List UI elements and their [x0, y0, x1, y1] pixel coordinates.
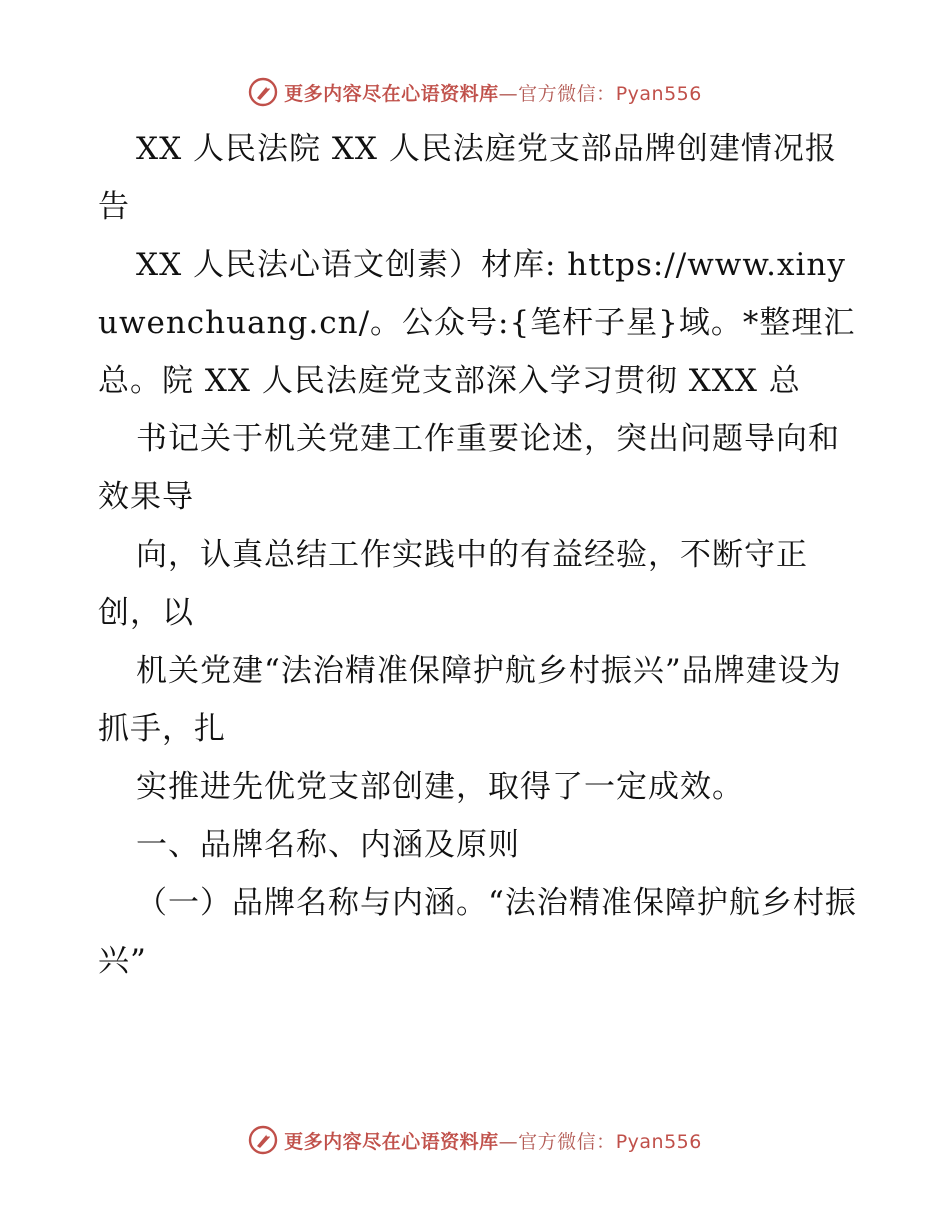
document-title: XX 人民法院 XX 人民法庭党支部品牌创建情况报告 [98, 131, 837, 225]
paragraph: XX 人民法心语文创素）材库: https://www.xinyuwenchuang.cn/。公众号:{笔杆子星}域。*整理汇总。院 XX 人民法庭党支部深入学习贯彻 XXX 总 [98, 247, 856, 399]
pen-nib-logo-icon [248, 1125, 278, 1155]
watermark-handle: Pyan556 [615, 82, 702, 105]
document-body [98, 120, 858, 990]
watermark-main: 更多内容尽在心语资料库 [284, 82, 499, 105]
watermark-main: 更多内容尽在心语资料库 [284, 1130, 499, 1153]
header-watermark [0, 72, 950, 112]
paragraph: 书记关于机关党建工作重要论述，突出问题导向和效果导 [98, 421, 840, 515]
watermark-separator: —官方微信： [498, 1130, 616, 1153]
watermark-separator: —官方微信： [498, 82, 616, 105]
paragraph: 实推进先优党支部创建，取得了一定成效。 [136, 769, 744, 805]
watermark-text [284, 79, 702, 106]
subsection-heading: （一）品牌名称与内涵。“法治精准保障护航乡村振兴” [98, 885, 857, 979]
paragraph: 机关党建“法治精准保障护航乡村振兴”品牌建设为抓手，扎 [98, 653, 842, 747]
paragraph: 向，认真总结工作实践中的有益经验，不断守正创，以 [98, 537, 808, 631]
section-heading: 一、品牌名称、内涵及原则 [136, 827, 520, 863]
watermark-handle: Pyan556 [615, 1130, 702, 1153]
watermark-text [284, 1127, 702, 1154]
footer-watermark [0, 1120, 950, 1160]
pen-nib-logo-icon [248, 77, 278, 107]
